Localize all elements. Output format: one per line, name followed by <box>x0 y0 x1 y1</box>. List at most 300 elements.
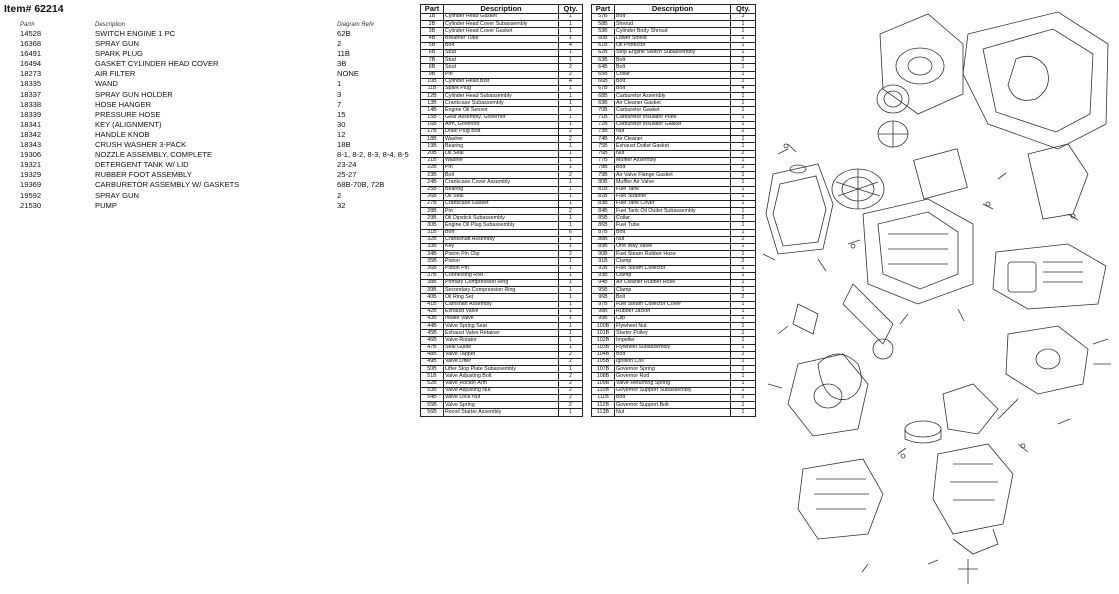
part-cell: 96B <box>592 294 615 301</box>
part-number-cell: 18273 <box>20 69 42 79</box>
diagram-ref-cell: 7 <box>337 99 342 109</box>
table-row <box>592 402 756 409</box>
part-number-cell: 18338 <box>20 99 42 109</box>
qty-cell: 4 <box>559 42 583 49</box>
qty-cell: 1 <box>559 323 583 330</box>
page-title: Item# 62214 <box>4 3 64 15</box>
description-cell: Stud <box>444 64 559 71</box>
table-row <box>20 59 417 69</box>
table-row <box>592 229 756 236</box>
qty-cell: 1 <box>731 229 756 236</box>
qty-cell: 4 <box>731 85 756 92</box>
description-cell: Valve Lock Nut <box>444 394 559 401</box>
table-row <box>421 114 583 121</box>
part-cell: 95B <box>592 287 615 294</box>
part-cell: 103B <box>592 344 615 351</box>
qty-cell: 1 <box>731 344 756 351</box>
table-row <box>421 394 583 401</box>
part-cell: 44B <box>421 323 444 330</box>
part-number-cell: 19321 <box>20 160 42 170</box>
qty-cell: 1 <box>731 272 756 279</box>
qty-cell: 1 <box>731 380 756 387</box>
table-row <box>592 64 756 71</box>
description-cell: Spark Plug <box>444 85 559 92</box>
part-cell: 85B <box>592 215 615 222</box>
shroud-illustration <box>963 12 1108 219</box>
qty-cell: 1 <box>731 366 756 373</box>
table-row <box>421 121 583 128</box>
description-cell: Governor Support Bolt <box>615 402 731 409</box>
qty-cell: 1 <box>731 71 756 78</box>
table-row <box>592 129 756 136</box>
table-row <box>20 69 417 79</box>
description-cell: Impeller <box>615 337 731 344</box>
qty-cell: 1 <box>731 114 756 121</box>
part-cell: 57B <box>592 14 615 21</box>
description-cell: Stud <box>444 49 559 56</box>
fuel-tank-illustration <box>766 164 833 254</box>
part-cell: 11B <box>421 85 444 92</box>
diagram-ref-cell: NONE <box>337 69 359 79</box>
table-row <box>592 236 756 243</box>
description-cell: Lower Shield <box>615 35 731 42</box>
description-cell: Bolt <box>615 85 731 92</box>
description-cell: Cylinder Head Cover Gasket <box>444 28 559 35</box>
description-cell: Nut <box>615 236 731 243</box>
table-header-row <box>592 5 756 14</box>
qty-cell: 1 <box>559 150 583 157</box>
table-row <box>592 315 756 322</box>
table-row <box>592 78 756 85</box>
description-cell: Clip <box>615 315 731 322</box>
table-row <box>592 308 756 315</box>
table-row <box>421 244 583 251</box>
description-cell: Bolt <box>615 57 731 64</box>
table-row <box>421 387 583 394</box>
table-row <box>421 107 583 114</box>
qty-cell: 2 <box>559 387 583 394</box>
qty-cell: 1 <box>559 35 583 42</box>
table-row <box>592 337 756 344</box>
part-cell: 4B <box>421 35 444 42</box>
table-row <box>421 143 583 150</box>
qty-cell: 1 <box>731 301 756 308</box>
part-cell: 104B <box>592 351 615 358</box>
table-row <box>421 208 583 215</box>
table-row <box>592 251 756 258</box>
part-cell: 56B <box>421 409 444 416</box>
part-cell: 36B <box>421 265 444 272</box>
part-number-cell: 18341 <box>20 119 42 129</box>
table-row <box>592 100 756 107</box>
description-cell: Valve Spring <box>444 402 559 409</box>
table-row <box>592 57 756 64</box>
qty-cell: 3 <box>731 14 756 21</box>
part-number-cell: 19329 <box>20 170 42 180</box>
table-row <box>592 172 756 179</box>
qty-cell: 1 <box>559 49 583 56</box>
qty-cell: 2 <box>559 172 583 179</box>
qty-cell: 2 <box>731 236 756 243</box>
part-cell: 22B <box>421 164 444 171</box>
description-cell: SPRAY GUN <box>95 39 140 49</box>
description-cell: Valve Rocker Arm <box>444 380 559 387</box>
description-cell: Crankcase Cover Assembly <box>444 179 559 186</box>
table-row <box>592 164 756 171</box>
description-cell: PRESSURE HOSE <box>95 109 161 119</box>
qty-cell: 2 <box>731 351 756 358</box>
description-cell: Shroud <box>615 21 731 28</box>
qty-cell: 1 <box>559 114 583 121</box>
part-cell: 86B <box>592 222 615 229</box>
qty-cell: 4 <box>559 78 583 85</box>
qty-cell: 1 <box>731 330 756 337</box>
description-cell: Arm, Governor <box>444 121 559 128</box>
table-row <box>421 28 583 35</box>
description-cell: Primary Compression Ring <box>444 279 559 286</box>
qty-cell: 2 <box>731 258 756 265</box>
description-cell: Crankcase Subassembly <box>444 100 559 107</box>
qty-cell: 2 <box>559 394 583 401</box>
muffler-illustration <box>798 459 883 539</box>
part-cell: 14B <box>421 107 444 114</box>
part-number-cell: 18335 <box>20 79 42 89</box>
table-row <box>592 301 756 308</box>
description-cell: Lifter Stop Plate Subassembly <box>444 366 559 373</box>
description-cell: Ignition Coil <box>615 359 731 366</box>
part-cell: 51B <box>421 373 444 380</box>
diagram-ref-cell: 12 <box>337 129 346 139</box>
qty-cell: 1 <box>731 315 756 322</box>
air-cleaner-illustration <box>993 244 1106 309</box>
description-cell: Nut <box>615 409 731 416</box>
description-cell: Piston Pin Clip <box>444 251 559 258</box>
part-cell: 105B <box>592 359 615 366</box>
crankcase-cover-illustration <box>788 354 998 443</box>
description-cell: SPRAY GUN HOLDER <box>95 89 173 99</box>
part-cell: 13B <box>421 100 444 107</box>
diagram-ref-cell: 15 <box>337 109 346 119</box>
part-cell: 68B <box>592 93 615 100</box>
table-row <box>592 14 756 21</box>
part-cell: 23B <box>421 172 444 179</box>
part-cell: 65B <box>592 71 615 78</box>
diagram-ref-cell: 30 <box>337 119 346 129</box>
table-row <box>421 215 583 222</box>
qty-cell: 1 <box>559 107 583 114</box>
header-part-number: Part# <box>20 21 35 28</box>
part-cell: 99B <box>592 315 615 322</box>
description-cell: Governor Spring <box>615 366 731 373</box>
part-cell: 19B <box>421 143 444 150</box>
table-row <box>20 170 417 180</box>
part-cell: 12B <box>421 93 444 100</box>
qty-cell: 2 <box>559 251 583 258</box>
qty-cell: 1 <box>559 287 583 294</box>
table-row <box>20 150 417 160</box>
qty-cell: 1 <box>559 179 583 186</box>
part-number-cell: 19306 <box>20 150 42 160</box>
description-cell: Bolt <box>444 172 559 179</box>
table-row <box>421 265 583 272</box>
qty-cell: 2 <box>559 129 583 136</box>
part-cell: 1B <box>421 14 444 21</box>
table-row <box>592 351 756 358</box>
description-cell: Air Valve Flange Gasket <box>615 172 731 179</box>
qty-cell: 1 <box>731 64 756 71</box>
diagram-ref-cell: 25-27 <box>337 170 357 180</box>
part-cell: 109B <box>592 380 615 387</box>
table-row <box>421 287 583 294</box>
qty-cell: 1 <box>731 93 756 100</box>
part-cell: 2B <box>421 21 444 28</box>
qty-cell: 1 <box>731 244 756 251</box>
description-cell: Valve Tappet <box>444 351 559 358</box>
part-cell: 66B <box>592 78 615 85</box>
description-cell: Drain Plug Bolt <box>444 129 559 136</box>
qty-cell: 1 <box>731 78 756 85</box>
part-cell: 20B <box>421 150 444 157</box>
description-cell: Valve Adjusting Nut <box>444 387 559 394</box>
table-row <box>592 265 756 272</box>
qty-cell: 1 <box>559 157 583 164</box>
qty-cell: 1 <box>731 279 756 286</box>
qty-cell: 1 <box>559 272 583 279</box>
table-row <box>592 136 756 143</box>
part-cell: 59B <box>592 28 615 35</box>
part-cell: 90B <box>592 251 615 258</box>
table-row <box>592 387 756 394</box>
part-cell: 80B <box>592 179 615 186</box>
table-row <box>421 315 583 322</box>
table-row <box>421 330 583 337</box>
part-cell: 3B <box>421 28 444 35</box>
table-row <box>421 351 583 358</box>
part-cell: 61B <box>592 42 615 49</box>
table-row <box>421 49 583 56</box>
qty-cell: 2 <box>731 394 756 401</box>
description-cell: Breather Tube <box>444 35 559 42</box>
table-row <box>421 57 583 64</box>
description-cell: Valve Lifter <box>444 359 559 366</box>
table-row <box>592 49 756 56</box>
part-cell: 84B <box>592 208 615 215</box>
table-row <box>592 179 756 186</box>
qty-cell: 2 <box>559 359 583 366</box>
qty-cell: 1 <box>731 193 756 200</box>
table-row <box>592 373 756 380</box>
part-cell: 33B <box>421 244 444 251</box>
qty-cell: 1 <box>731 323 756 330</box>
qty-cell: 1 <box>731 143 756 150</box>
description-cell: Pin <box>444 164 559 171</box>
part-cell: 81B <box>592 186 615 193</box>
description-cell: Carburetor Gasket <box>615 107 731 114</box>
table-row <box>592 150 756 157</box>
diagram-ref-cell: 8-1, 8-2, 8-3, 8-4, 8-5 <box>337 150 409 160</box>
description-cell: Fuel Steam Collector <box>615 265 731 272</box>
table-row <box>592 121 756 128</box>
description-cell: HOSE HANGER <box>95 99 152 109</box>
part-cell: 47B <box>421 344 444 351</box>
part-cell: 64B <box>592 64 615 71</box>
qty-cell: 6 <box>559 229 583 236</box>
table-row <box>592 42 756 49</box>
diagram-ref-cell: 2 <box>337 39 342 49</box>
parts-list-table <box>20 20 417 211</box>
qty-cell: 1 <box>559 222 583 229</box>
parts-list-body <box>20 29 417 211</box>
part-number-cell: 18342 <box>20 129 42 139</box>
qty-cell: 1 <box>731 172 756 179</box>
qty-cell: 1 <box>559 258 583 265</box>
table-row <box>592 85 756 92</box>
part-cell: 52B <box>421 380 444 387</box>
table-row <box>421 323 583 330</box>
qty-cell: 1 <box>559 21 583 28</box>
description-cell: Recoil Starter Assembly <box>444 409 559 416</box>
engine-parts-body-2 <box>592 14 756 417</box>
qty-cell: 1 <box>731 100 756 107</box>
table-row <box>592 215 756 222</box>
qty-cell: 1 <box>731 107 756 114</box>
table-row <box>421 193 583 200</box>
part-cell: 37B <box>421 272 444 279</box>
description-cell: Nut <box>615 150 731 157</box>
qty-cell: 1 <box>559 85 583 92</box>
table-row <box>592 258 756 265</box>
header-description: Description <box>615 5 731 14</box>
table-row <box>421 64 583 71</box>
part-cell: 102B <box>592 337 615 344</box>
description-cell: Oil Seal <box>444 193 559 200</box>
qty-cell: 1 <box>731 136 756 143</box>
flywheel-illustration <box>832 169 884 209</box>
part-cell: 69B <box>592 100 615 107</box>
part-cell: 50B <box>421 366 444 373</box>
part-cell: 82B <box>592 193 615 200</box>
part-cell: 60B <box>592 35 615 42</box>
qty-cell: 1 <box>731 222 756 229</box>
qty-cell: 1 <box>731 49 756 56</box>
qty-cell: 1 <box>559 279 583 286</box>
table-row <box>421 129 583 136</box>
header-qty: Qty. <box>731 5 756 14</box>
qty-cell: 1 <box>559 164 583 171</box>
part-cell: 70B <box>592 107 615 114</box>
part-cell: 72B <box>592 121 615 128</box>
part-number-cell: 16368 <box>20 39 42 49</box>
description-cell: Stud <box>444 57 559 64</box>
description-cell: Pin <box>444 71 559 78</box>
table-row <box>20 120 417 130</box>
description-cell: Crankshaft Assembly <box>444 236 559 243</box>
qty-cell: 1 <box>731 42 756 49</box>
description-cell: Cylinder Head Bolt <box>444 78 559 85</box>
qty-cell: 1 <box>559 337 583 344</box>
description-cell: RUBBER FOOT ASSEMBLY <box>95 170 192 180</box>
description-cell: Bearing <box>444 143 559 150</box>
header-diagram-ref: Diagram Ref# <box>337 21 375 28</box>
header-description: Description <box>95 21 126 28</box>
part-cell: 89B <box>592 244 615 251</box>
cylinder-head-illustration <box>933 444 1013 584</box>
part-cell: 54B <box>421 394 444 401</box>
table-row <box>20 140 417 150</box>
table-row <box>421 172 583 179</box>
description-cell: Exhaust Valve Retainer <box>444 330 559 337</box>
part-cell: 97B <box>592 301 615 308</box>
table-row <box>421 229 583 236</box>
part-cell: 67B <box>592 85 615 92</box>
qty-cell: 2 <box>559 351 583 358</box>
description-cell: NOZZLE ASSEMBLY, COMPLETE <box>95 150 213 160</box>
table-row <box>421 100 583 107</box>
table-row <box>592 272 756 279</box>
description-cell: Bearing <box>444 186 559 193</box>
part-cell: 28B <box>421 208 444 215</box>
part-cell: 107B <box>592 366 615 373</box>
table-row <box>421 14 583 21</box>
table-row <box>421 308 583 315</box>
qty-cell: 1 <box>559 244 583 251</box>
diagram-ref-cell: 11B <box>337 49 350 59</box>
part-cell: 42B <box>421 308 444 315</box>
description-cell: DETERGENT TANK W/ LID <box>95 160 189 170</box>
exploded-parts-diagram <box>758 4 1114 590</box>
description-cell: Bolt <box>615 294 731 301</box>
table-row <box>592 193 756 200</box>
part-cell: 38B <box>421 279 444 286</box>
part-cell: 113B <box>592 409 615 416</box>
part-number-cell: 18337 <box>20 89 42 99</box>
part-cell: 27B <box>421 200 444 207</box>
description-cell: Carburetor Insulator Plate <box>615 114 731 121</box>
table-row <box>20 110 417 120</box>
qty-cell: 1 <box>559 143 583 150</box>
engine-parts-body-1 <box>421 14 583 417</box>
description-cell: Collar <box>615 215 731 222</box>
description-cell: Engine Oil Sensor <box>444 107 559 114</box>
part-cell: 6B <box>421 49 444 56</box>
description-cell: Air Cleaner <box>615 136 731 143</box>
table-row <box>592 200 756 207</box>
description-cell: PUMP <box>95 200 117 210</box>
qty-cell: 2 <box>731 164 756 171</box>
description-cell: CRUSH WASHER 3-PACK <box>95 140 187 150</box>
table-row <box>592 157 756 164</box>
qty-cell: 2 <box>559 64 583 71</box>
engine-parts-table-2 <box>591 4 756 417</box>
table-row <box>421 301 583 308</box>
qty-cell: 1 <box>731 121 756 128</box>
table-row <box>421 35 583 42</box>
qty-cell: 1 <box>559 200 583 207</box>
part-cell: 16B <box>421 121 444 128</box>
qty-cell: 1 <box>731 373 756 380</box>
description-cell: Oil Ring Set <box>444 294 559 301</box>
description-cell: Crankcase Gasket <box>444 200 559 207</box>
part-cell: 53B <box>421 387 444 394</box>
description-cell: WAND <box>95 79 118 89</box>
description-cell: Bolt <box>615 229 731 236</box>
description-cell: CARBURETOR ASSEMBLY W/ GASKETS <box>95 180 240 190</box>
part-cell: 83B <box>592 200 615 207</box>
diagram-ref-cell: 23-24 <box>337 160 357 170</box>
qty-cell: 1 <box>559 57 583 64</box>
table-row <box>592 28 756 35</box>
table-row <box>20 29 417 39</box>
